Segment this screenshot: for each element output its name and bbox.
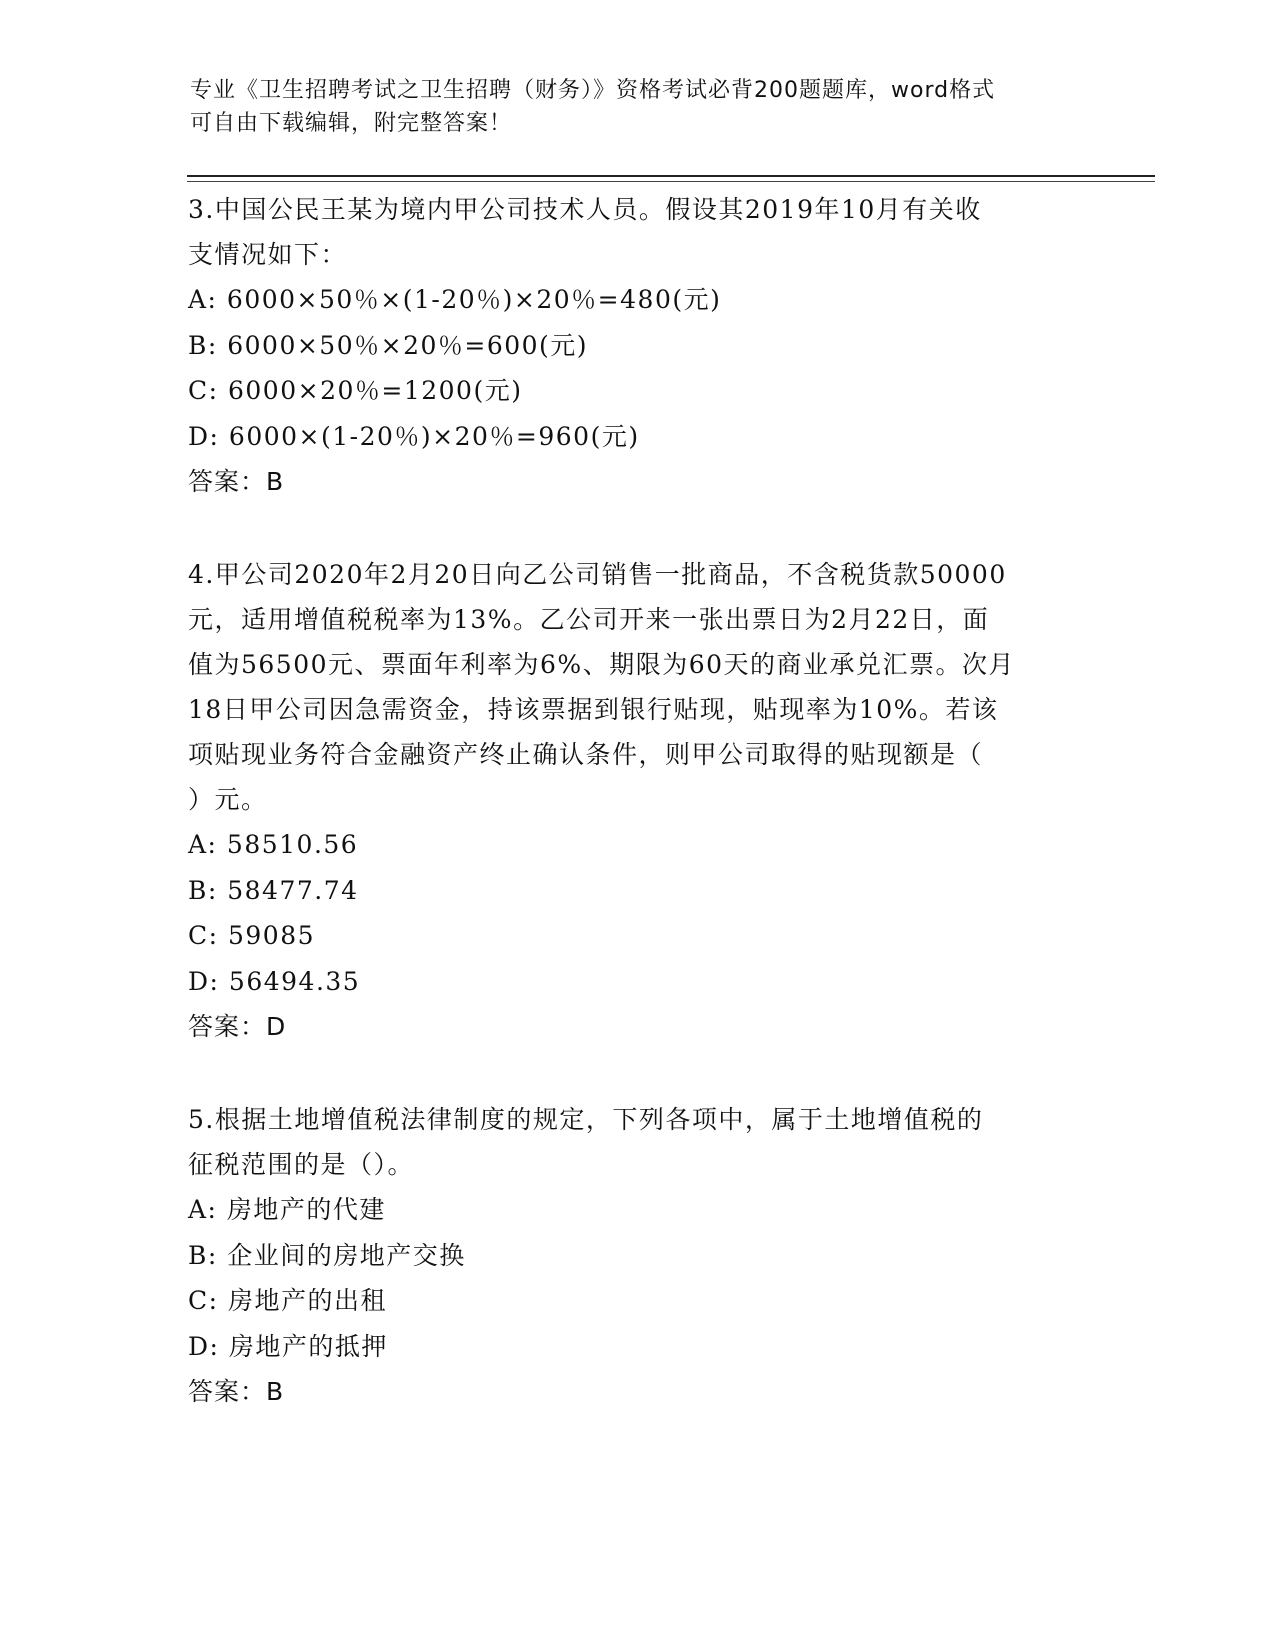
option-b: B: 企业间的房地产交换 [188, 1240, 466, 1270]
question-3 [188, 187, 1088, 504]
option-d: D: 房地产的抵押 [188, 1331, 388, 1361]
option-c: C: 6000×20％=1200(元) [188, 376, 523, 405]
header-divider-thick [187, 175, 1155, 177]
question-5 [188, 1097, 1088, 1414]
header-title-line-1: 专业《卫生招聘考试之卫生招聘（财务）》资格考试必背200题题库，word格式 [190, 78, 996, 103]
question-stem-line: 3.中国公民王某为境内甲公司技术人员。假设其2019年10月有关收 [188, 195, 982, 224]
option-a: A: 房地产的代建 [188, 1195, 386, 1224]
question-stem-line: 5.根据土地增值税法律制度的规定，下列各项中，属于土地增值税的 [188, 1105, 984, 1134]
option-c: C: 59085 [188, 921, 316, 950]
question-stem-line: ）元。 [188, 785, 268, 814]
answer-line: 答案：D [188, 1012, 287, 1041]
question-stem-line: 值为56500元、票面年利率为6%、期限为60天的商业承兑汇票。次月 [188, 650, 1016, 679]
question-stem-line: 项贴现业务符合金融资产终止确认条件，则甲公司取得的贴现额是（ [188, 740, 984, 769]
question-stem-line: 元，适用增值税税率为13%。乙公司开来一张出票日为2月22日，面 [188, 605, 990, 634]
question-stem-line: 支情况如下： [188, 240, 348, 269]
question-stem-line: 4.甲公司2020年2月20日向乙公司销售一批商品，不含税货款50000 [188, 560, 1007, 589]
option-d: D: 56494.35 [188, 966, 361, 996]
option-a: A: 6000×50％×(1-20％)×20％=480(元) [188, 285, 722, 314]
option-c: C: 房地产的出租 [188, 1286, 387, 1315]
option-a: A: 58510.56 [188, 830, 359, 859]
question-4 [188, 552, 1088, 1049]
answer-line: 答案：B [188, 467, 285, 496]
header-divider-thin [187, 181, 1155, 182]
question-stem-line: 征税范围的是（）。 [188, 1150, 415, 1179]
option-d: D: 6000×(1-20％)×20％=960(元) [188, 421, 640, 451]
option-b: B: 58477.74 [188, 875, 359, 905]
header-title-line-2: 可自由下载编辑，附完整答案！ [190, 111, 513, 136]
answer-line: 答案：B [188, 1377, 285, 1406]
question-stem-line: 18日甲公司因急需资金，持该票据到银行贴现，贴现率为10%。若该 [188, 695, 999, 724]
option-b: B: 6000×50％×20％=600(元) [188, 330, 589, 360]
document-header [190, 74, 1070, 140]
